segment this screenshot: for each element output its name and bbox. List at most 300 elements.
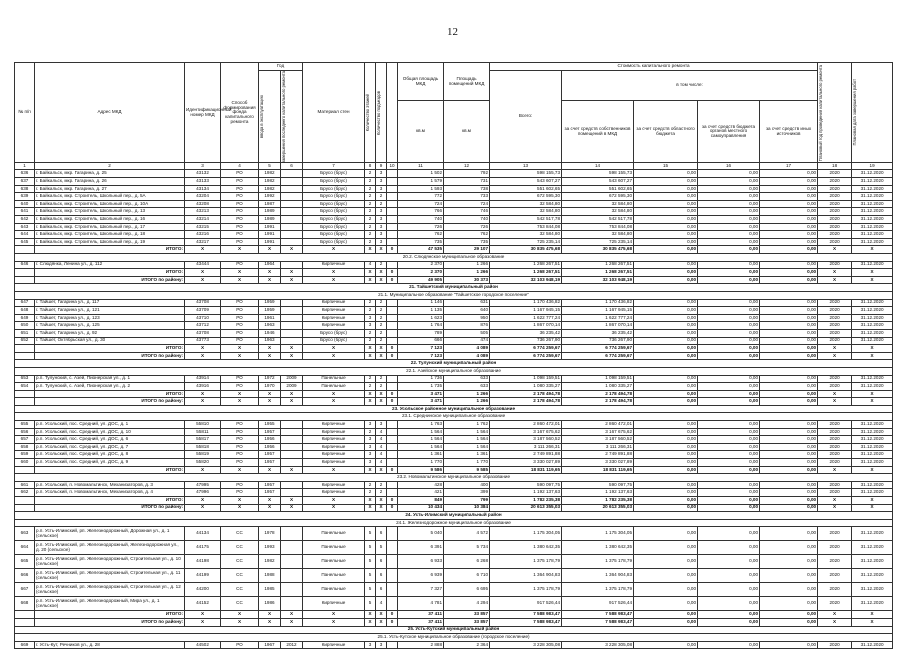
table-cell: 1 564 — [398, 443, 444, 451]
table-cell: 1 098 159,51 — [490, 375, 562, 383]
table-cell: 0,00 — [760, 618, 818, 626]
section-heading: 25. Усть-Кутский муниципальный район — [15, 626, 893, 634]
table-cell: X — [376, 497, 387, 505]
table-cell: 3 330 027,89 — [562, 459, 634, 467]
table-cell: 31.12.2020 — [852, 641, 893, 649]
table-cell: 654 — [15, 383, 35, 391]
table-row — [15, 555, 893, 569]
page-number: 12 — [447, 26, 458, 38]
table-cell: РО — [221, 443, 259, 451]
table-cell: 1 770 — [398, 459, 444, 467]
table-cell: 29 107 — [444, 246, 490, 254]
table-cell: 645 — [15, 238, 35, 246]
table-cell: X — [281, 390, 303, 398]
table-cell: Кирпичные — [303, 489, 365, 497]
table-cell: 2 — [365, 329, 376, 337]
table-header — [15, 63, 893, 170]
table-cell — [387, 569, 398, 583]
table-cell: 0,00 — [760, 185, 818, 193]
table-cell: Панельные — [303, 541, 365, 555]
table-cell: 2 — [365, 223, 376, 231]
table-cell: 2 — [365, 216, 376, 224]
table-cell: р.п. Усольский, пос. Средний, ул. ДОС, д. 8 — [35, 451, 185, 459]
table-row — [15, 185, 893, 193]
table-cell — [387, 481, 398, 489]
table-cell: 36 235,42 — [562, 329, 634, 337]
table-cell: 725 235,14 — [490, 238, 562, 246]
table-cell: 43773 — [185, 337, 221, 345]
table-cell: 0,00 — [760, 276, 818, 284]
table-cell: X — [376, 269, 387, 277]
table-cell: 3 — [365, 451, 376, 459]
table-cell: 43708 — [185, 299, 221, 307]
table-cell: 43208 — [185, 200, 221, 208]
table-cell: 1 764 — [398, 322, 444, 330]
total-row — [15, 618, 893, 626]
table-cell: X — [852, 246, 893, 254]
table-cell: X — [185, 611, 221, 619]
table-cell: 1957 — [259, 428, 281, 436]
table-cell: 2012 — [281, 641, 303, 649]
table-cell: 0 — [387, 466, 398, 474]
table-cell: 735 — [398, 238, 444, 246]
table-cell: 1 266 — [444, 398, 490, 406]
table-cell: 1 380 642,35 — [562, 541, 634, 555]
table-cell: 3 — [376, 641, 387, 649]
table-cell: 0,00 — [760, 466, 818, 474]
table-cell: 1959 — [259, 299, 281, 307]
table-cell: 2020 — [818, 322, 852, 330]
table-cell: ИТОГО по району: — [35, 276, 185, 284]
table-cell: 43914 — [185, 375, 221, 383]
table-cell: 0,00 — [634, 261, 698, 269]
table-cell: X — [852, 504, 893, 512]
table-cell: 736 267,90 — [562, 337, 634, 345]
table-row — [15, 421, 893, 429]
table-cell: 32 584,80 — [490, 208, 562, 216]
column-number: 18 — [818, 163, 852, 170]
table-cell: 31.12.2020 — [852, 569, 893, 583]
table-cell: 665 — [15, 555, 35, 569]
table-cell: 1993 — [259, 541, 281, 555]
table-cell: 0,00 — [760, 481, 818, 489]
table-cell: 0,00 — [634, 314, 698, 322]
table-cell: 543 607,27 — [562, 178, 634, 186]
table-row — [15, 436, 893, 444]
table-cell: 636 — [15, 170, 35, 178]
table-cell: Брусо (брус) — [303, 223, 365, 231]
table-cell: 590 097,75 — [490, 481, 562, 489]
table-cell: 30 835 475,68 — [562, 246, 634, 254]
table-cell: 2 — [365, 481, 376, 489]
table-cell: X — [852, 466, 893, 474]
table-cell: РО — [221, 329, 259, 337]
table-cell — [15, 276, 35, 284]
table-cell: X — [281, 611, 303, 619]
table-cell: X — [185, 352, 221, 360]
table-cell — [15, 345, 35, 353]
table-cell: X — [259, 390, 281, 398]
table-cell: 1 167 945,15 — [490, 307, 562, 315]
table-cell: X — [376, 611, 387, 619]
table-cell: Кирпичные — [303, 481, 365, 489]
table-cell: 2 860 472,01 — [490, 421, 562, 429]
table-cell: 3 — [365, 322, 376, 330]
table-cell: 31.12.2020 — [852, 481, 893, 489]
table-cell: X — [376, 466, 387, 474]
table-cell — [281, 261, 303, 269]
table-cell: 1 564 — [398, 428, 444, 436]
table-cell: Панельные — [303, 383, 365, 391]
table-cell: РО — [221, 193, 259, 201]
table-cell: 0,00 — [760, 352, 818, 360]
table-cell: 0,00 — [634, 307, 698, 315]
table-cell: 1972 — [259, 375, 281, 383]
header-other: за счет средств иных источников — [760, 101, 818, 163]
table-cell: 772 — [398, 193, 444, 201]
table-cell: 3 — [376, 208, 387, 216]
table-cell: X — [365, 504, 376, 512]
header-plan-year: Плановый год проведения капитального ремонта — [818, 64, 824, 161]
table-cell: 31.12.2020 — [852, 216, 893, 224]
table-cell — [281, 481, 303, 489]
table-cell: 1959 — [259, 307, 281, 315]
table-cell: 7 588 983,47 — [562, 618, 634, 626]
table-cell: 0,00 — [698, 337, 760, 345]
table-cell: X — [376, 504, 387, 512]
table-cell: 1 170 436,82 — [562, 299, 634, 307]
table-cell: X — [303, 390, 365, 398]
table-cell: р.п. Усть-Илимский, рп. Железнодорожный, Дорожная ул., д. 1 (сельское) — [35, 527, 185, 541]
table-cell: 0,00 — [634, 238, 698, 246]
table-cell: 792 — [444, 170, 490, 178]
table-cell: 2020 — [818, 307, 852, 315]
table-cell: 2 — [365, 185, 376, 193]
table-cell: 0,00 — [698, 314, 760, 322]
table-cell: 647 — [15, 299, 35, 307]
table-cell: X — [818, 618, 852, 626]
table-cell: 0,00 — [698, 459, 760, 467]
table-cell: 2020 — [818, 329, 852, 337]
table-cell: 0,00 — [698, 208, 760, 216]
table-cell: X — [818, 398, 852, 406]
total-row — [15, 497, 893, 505]
table-cell: X — [185, 345, 221, 353]
table-cell: 0,00 — [634, 178, 698, 186]
table-cell: 0,00 — [760, 200, 818, 208]
table-cell: 1 192 137,63 — [562, 489, 634, 497]
header-living-area: Площадь помещений МКД — [444, 63, 490, 101]
table-cell: 3 187 560,52 — [562, 436, 634, 444]
table-cell — [281, 583, 303, 597]
table-cell: 1 782 235,38 — [490, 497, 562, 505]
table-cell: 1 268 267,51 — [562, 269, 634, 277]
table-cell: 0,00 — [634, 481, 698, 489]
table-cell: 2 178 494,78 — [490, 398, 562, 406]
table-cell: ИТОГО: — [35, 466, 185, 474]
table-cell: 0,00 — [634, 269, 698, 277]
table-cell: г. Тайшет, Гагарина ул., д. 117 — [35, 299, 185, 307]
table-cell: Панельные — [303, 555, 365, 569]
table-cell: 0,00 — [698, 178, 760, 186]
table-cell: 4 — [376, 428, 387, 436]
table-cell: X — [221, 352, 259, 360]
table-cell: X — [259, 246, 281, 254]
table-cell: 669 — [15, 641, 35, 649]
table-cell: Кирпичные — [303, 459, 365, 467]
table-cell: 5 — [365, 527, 376, 541]
table-cell: 44134 — [185, 527, 221, 541]
table-cell: Брусо (брус) — [303, 337, 365, 345]
table-cell: 0,00 — [698, 436, 760, 444]
table-cell: 1 564 — [444, 443, 490, 451]
table-cell — [387, 451, 398, 459]
table-cell: X — [259, 611, 281, 619]
table-cell: 1986 — [259, 597, 281, 611]
table-cell: X — [281, 352, 303, 360]
table-cell: X — [281, 345, 303, 353]
table-cell: 2020 — [818, 178, 852, 186]
table-cell: 31.12.2020 — [852, 555, 893, 569]
table-cell: X — [259, 504, 281, 512]
table-cell: 43215 — [185, 223, 221, 231]
table-cell: 44152 — [185, 597, 221, 611]
table-cell: 917 526,44 — [562, 597, 634, 611]
table-cell: 738 — [444, 185, 490, 193]
table-cell — [281, 541, 303, 555]
table-cell: 0,00 — [760, 443, 818, 451]
table-cell: 1 762 — [444, 421, 490, 429]
table-cell: 55819 — [185, 451, 221, 459]
table-cell: X — [365, 352, 376, 360]
table-cell: 31.12.2020 — [852, 193, 893, 201]
table-row — [15, 261, 893, 269]
table-cell: РО — [221, 481, 259, 489]
table-cell: 0,00 — [698, 641, 760, 649]
table-cell: р.п. Усольский, пос. Средний, ул. ДОС, д. 7 — [35, 443, 185, 451]
table-cell — [281, 216, 303, 224]
table-cell: 0,00 — [760, 216, 818, 224]
table-cell: 0,00 — [760, 231, 818, 239]
table-row — [15, 489, 893, 497]
table-cell: 661 — [15, 481, 35, 489]
table-cell: 2020 — [818, 451, 852, 459]
table-cell: 5 734 — [444, 541, 490, 555]
table-cell: 0,00 — [760, 375, 818, 383]
table-cell: 2 — [376, 383, 387, 391]
table-cell: 399 — [444, 489, 490, 497]
table-cell: 0,00 — [760, 170, 818, 178]
table-cell: 0,00 — [760, 345, 818, 353]
table-cell: X — [281, 269, 303, 277]
table-cell: 55817 — [185, 436, 221, 444]
table-cell: 9 585 — [444, 466, 490, 474]
column-number: 3 — [185, 163, 221, 170]
table-cell: X — [303, 497, 365, 505]
table-cell: 0,00 — [698, 443, 760, 451]
table-cell: 6 774 259,67 — [490, 352, 562, 360]
table-cell: X — [852, 611, 893, 619]
table-cell: X — [185, 398, 221, 406]
table-cell: 1 380 642,35 — [490, 541, 562, 555]
table-cell: X — [818, 466, 852, 474]
table-cell: Брусо (брус) — [303, 170, 365, 178]
table-cell: 0,00 — [634, 246, 698, 254]
table-cell: 31.12.2020 — [852, 299, 893, 307]
table-cell: 0,00 — [760, 246, 818, 254]
table-cell: 32 103 948,19 — [562, 276, 634, 284]
table-cell — [387, 421, 398, 429]
table-cell: X — [303, 352, 365, 360]
table-cell: 1 502 — [398, 170, 444, 178]
table-cell: 0,00 — [634, 569, 698, 583]
table-cell: г. Байкальск, мкр. Гагарина, д. 25 — [35, 170, 185, 178]
table-cell — [281, 527, 303, 541]
table-cell: 44175 — [185, 541, 221, 555]
table-cell: 1 268 267,51 — [490, 269, 562, 277]
table-cell: 2 — [376, 322, 387, 330]
table-cell: 542 517,78 — [490, 216, 562, 224]
table-cell: 1 361 — [444, 451, 490, 459]
table-cell: X — [376, 618, 387, 626]
table-cell: 0,00 — [698, 421, 760, 429]
table-cell: X — [221, 390, 259, 398]
table-cell: р.п. Усольский, пос. Средний, ул. ДОС, д. 10 — [35, 428, 185, 436]
table-cell — [281, 208, 303, 216]
table-cell: 664 — [15, 541, 35, 555]
table-cell — [15, 611, 35, 619]
table-cell: 4 — [365, 261, 376, 269]
table-cell: 20 613 355,03 — [490, 504, 562, 512]
table-cell: 0 — [387, 345, 398, 353]
table-cell: 2 — [365, 337, 376, 345]
table-cell: 2009 — [281, 375, 303, 383]
table-cell: РО — [221, 459, 259, 467]
table-cell: 2020 — [818, 569, 852, 583]
table-cell — [281, 459, 303, 467]
subsection-heading-row — [15, 474, 893, 482]
table-cell: 0,00 — [634, 299, 698, 307]
table-cell: X — [852, 390, 893, 398]
table-cell: X — [221, 611, 259, 619]
table-row — [15, 375, 893, 383]
table-cell: X — [303, 269, 365, 277]
table-cell: X — [185, 497, 221, 505]
table-cell: 3 228 305,08 — [562, 641, 634, 649]
table-cell: X — [281, 497, 303, 505]
table-cell: 1957 — [259, 459, 281, 467]
table-cell: р.п. Усть-Илимский, рп. Железнодорожный, Строительная ул., д. 12 (сельское) — [35, 583, 185, 597]
table-cell: 551 602,65 — [562, 185, 634, 193]
table-cell: 640 — [444, 307, 490, 315]
table-cell: 0,00 — [760, 178, 818, 186]
unit-sqm-1: кв.м — [398, 101, 444, 163]
table-cell: 2 749 891,88 — [562, 451, 634, 459]
table-cell: 0 — [387, 390, 398, 398]
table-cell — [387, 337, 398, 345]
table-cell: X — [185, 269, 221, 277]
table-cell: р.п. Усть-Илимский, рп. Железнодорожный, Мира ул., д. 1 (сельское) — [35, 597, 185, 611]
table-cell: 1991 — [259, 223, 281, 231]
table-cell: X — [818, 352, 852, 360]
table-cell: 31.12.2020 — [852, 451, 893, 459]
header-regional: за счет средств областного бюджета — [634, 101, 698, 163]
table-cell — [387, 307, 398, 315]
table-cell: 0,00 — [634, 541, 698, 555]
table-row — [15, 216, 893, 224]
table-cell: 400 — [444, 481, 490, 489]
table-cell: 43708 — [185, 329, 221, 337]
table-cell: Брусо (брус) — [303, 185, 365, 193]
table-cell — [281, 451, 303, 459]
table-cell: РО — [221, 238, 259, 246]
table-cell: РО — [221, 451, 259, 459]
table-row — [15, 307, 893, 315]
table-cell: 474 — [444, 337, 490, 345]
table-row — [15, 527, 893, 541]
table-cell — [281, 185, 303, 193]
table-cell: р.п. Усть-Илимский, рп. Железнодорожный, Железнодорожная ул., д. 20 (сельское) — [35, 541, 185, 555]
table-cell: 1 770 — [444, 459, 490, 467]
table-cell: 2 — [365, 238, 376, 246]
table-cell: 31.12.2020 — [852, 337, 893, 345]
table-cell — [387, 170, 398, 178]
table-cell: X — [818, 390, 852, 398]
column-number: 19 — [852, 163, 893, 170]
table-cell: Кирпичные — [303, 451, 365, 459]
table-cell: X — [185, 276, 221, 284]
table-cell: 3 228 305,08 — [490, 641, 562, 649]
total-row — [15, 611, 893, 619]
table-cell: 0,00 — [698, 261, 760, 269]
table-cell — [15, 618, 35, 626]
table-cell: 47996 — [185, 489, 221, 497]
table-cell — [387, 541, 398, 555]
table-cell: ИТОГО по району: — [35, 618, 185, 626]
table-cell: 2 — [365, 307, 376, 315]
table-cell: 3 — [365, 641, 376, 649]
table-cell: р.п. Усольский, п. Новомальтинск, Механизаторов, д. 3 — [35, 481, 185, 489]
table-cell: ИТОГО: — [35, 497, 185, 505]
table-cell: г. Байкальск, мкр. Строитель, Школьный пер., д. 19 — [35, 238, 185, 246]
table-cell: 7 123 — [398, 352, 444, 360]
table-cell: 1 266 — [444, 269, 490, 277]
table-cell: 421 — [398, 489, 444, 497]
table-cell — [387, 185, 398, 193]
table-row — [15, 170, 893, 178]
table-cell: 4 089 — [444, 352, 490, 360]
table-cell: 3 330 027,89 — [490, 459, 562, 467]
table-cell: г. Байкальск, мкр. Строитель, Школьный пер., д. 17 — [35, 223, 185, 231]
table-cell: Брусо (брус) — [303, 216, 365, 224]
subsection-heading: 23.1. Среднинское муниципальное образование — [15, 413, 893, 421]
table-cell: X — [185, 246, 221, 254]
table-cell: 1956 — [259, 436, 281, 444]
column-number: 8 — [365, 163, 376, 170]
table-cell: 733 — [444, 193, 490, 201]
table-cell: 542 517,78 — [562, 216, 634, 224]
table-row — [15, 451, 893, 459]
table-cell: 3 — [376, 178, 387, 186]
table-cell: г. Тайшет, Гагарина ул., д. 92 — [35, 329, 185, 337]
column-number: 12 — [444, 163, 490, 170]
table-cell — [387, 443, 398, 451]
table-cell — [387, 314, 398, 322]
table-cell: 7 588 983,47 — [562, 611, 634, 619]
table-cell: X — [185, 618, 221, 626]
table-cell — [387, 489, 398, 497]
table-cell: 0,00 — [698, 329, 760, 337]
